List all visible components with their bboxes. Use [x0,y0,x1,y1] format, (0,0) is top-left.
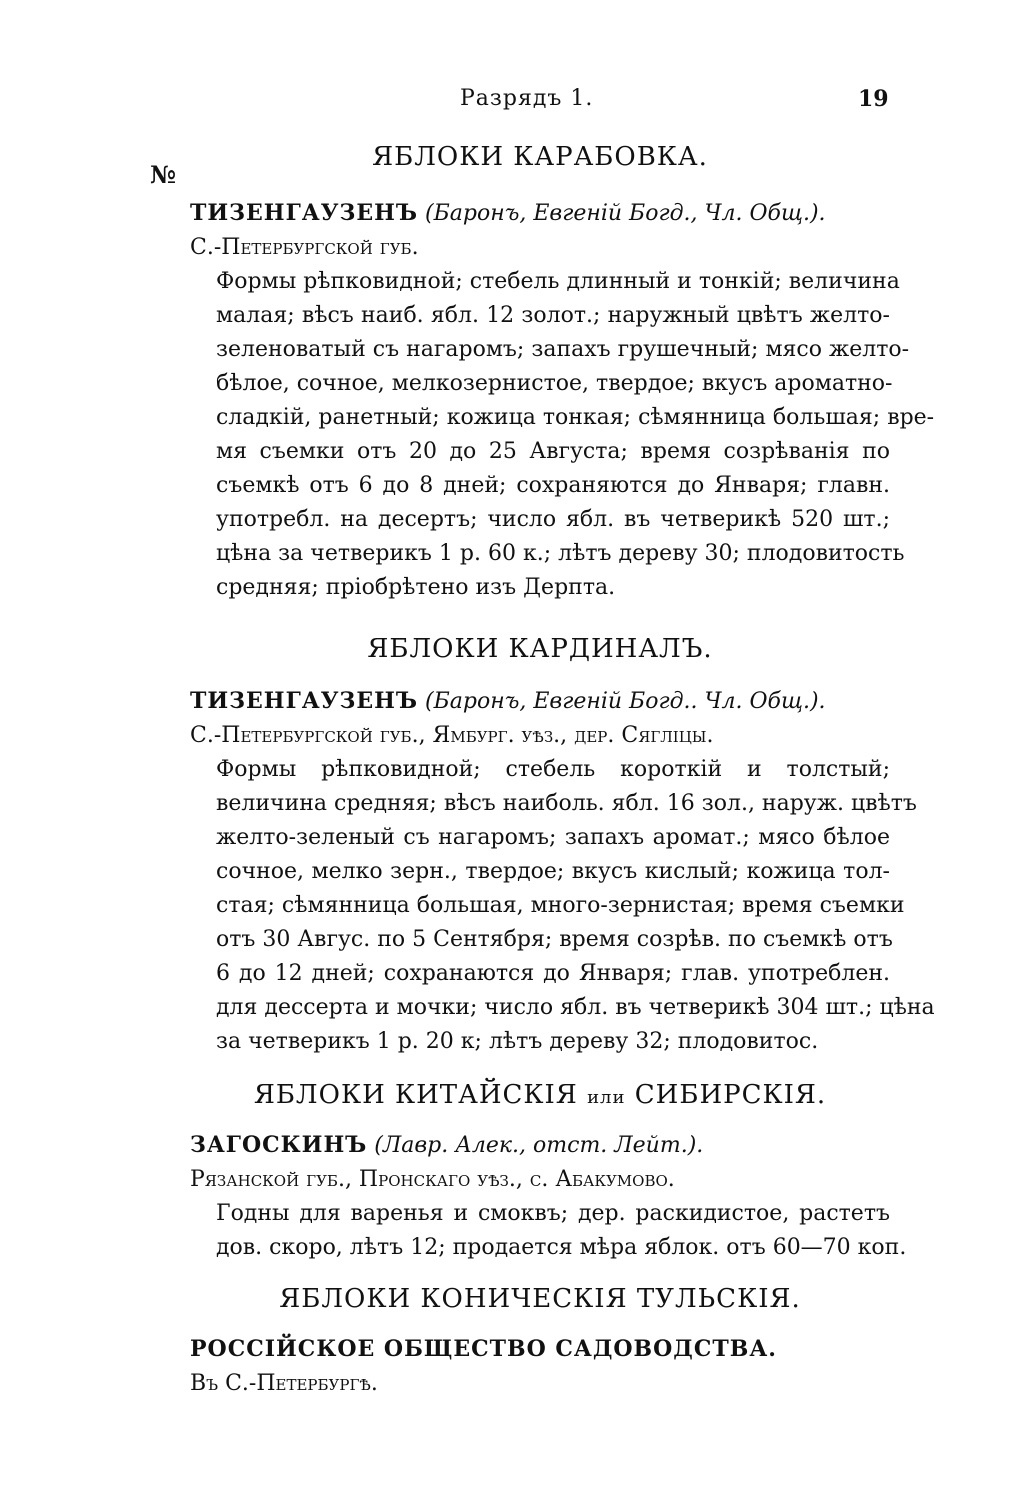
entry-author [190,1332,890,1367]
description-line: желто-зеленый съ нагаромъ; запахъ аромат.; мясо бѣлое [216,825,890,850]
entry-block [190,1128,907,1265]
entry-heading [190,1080,890,1110]
description-line: средняя; пріобрѣтено изъ Дерпта. [216,575,616,600]
description-line: съемкѣ отъ 6 до 8 дней; сохраняются до Января; главн. [216,473,890,498]
author-name: ТИЗЕНГАУЗЕНЪ [190,200,419,226]
heading-conjunction: или [587,1087,626,1108]
entry-heading: ЯБЛОКИ КАРАБОВКА. [372,142,708,172]
entry-heading: ЯБЛОКИ КАРДИНАЛЪ. [367,634,713,664]
description-line: цѣна за четверикъ 1 р. 60 к.; лѣтъ дереву 30; плодовитость [216,541,905,566]
entry-place: Рязанской губ., Пронскаго уѣз., с. Абакумово. [190,1167,675,1192]
numero-sign: № [150,160,177,189]
entry-block [190,196,935,605]
author-title: (Баронъ, Евгеній Богд.. Чл. Общ.). [425,689,826,714]
heading-tail: СИБИРСКІЯ. [634,1080,827,1110]
description-line: за четверикъ 1 р. 20 к; лѣтъ дереву 32; плодовитос. [216,1029,819,1054]
description-line: стая; сѣмянница большая, много-зернистая; время съемки [216,893,905,918]
description-line: бѣлое, сочное, мелкозернистое, твердое; вкусъ ароматно- [216,371,893,396]
description-line: Годны для варенья и смоквъ; дер. раскидистое, растетъ [216,1201,890,1226]
entry-author [190,684,890,719]
running-head: Разрядъ 1. [460,86,594,111]
description-line: для дессерта и мочки; число ябл. въ четверикѣ 304 шт.; цѣна [216,995,935,1020]
description-line: сладкій, ранетный; кожица тонкая; сѣмянница большая; вре- [216,405,935,430]
entry-heading: ЯБЛОКИ КОНИЧЕСКІЯ ТУЛЬСКІЯ. [279,1284,801,1314]
author-title: (Лавр. Алек., отст. Лейт.). [374,1133,704,1158]
entry-block [190,1332,890,1401]
entry-description [190,1197,907,1265]
description-line: дов. скоро, лѣтъ 12; продается мѣра яблок. отъ 60—70 коп. [216,1235,907,1260]
heading-main: ЯБЛОКИ КИТАЙСКІЯ [253,1080,578,1110]
author-name: РОССІЙСКОЕ ОБЩЕСТВО САДОВОДСТВА. [190,1336,777,1362]
author-name: ЗАГОСКИНЪ [190,1132,368,1158]
description-line: отъ 30 Авгус. по 5 Сентября; время созрѣв. по съемкѣ отъ [216,927,893,952]
entry-author [190,196,890,231]
description-line: мя съемки отъ 20 до 25 Августа; время созрѣванія по [216,439,890,464]
entry-block [190,684,935,1059]
description-line: употребл. на десертъ; число ябл. въ четверикѣ 520 шт.; [216,507,890,532]
author-name: ТИЗЕНГАУЗЕНЪ [190,688,419,714]
entry-place: С.-Петербургской губ. [190,235,419,260]
description-line: 6 до 12 дней; сохранаются до Января; глав. употреблен. [216,961,890,986]
description-line: Формы рѣпковидной; стебель длинный и тонкій; величина [216,269,900,294]
entry-description [190,753,935,1059]
entry-place: Въ С.-Петербургѣ. [190,1371,378,1396]
entry-description [190,265,935,605]
author-title: (Баронъ, Евгеній Богд., Чл. Общ.). [425,201,826,226]
description-line: сочное, мелко зерн., твердое; вкусъ кислый; кожица тол- [216,859,890,884]
description-line: величина средняя; вѣсъ наиболь. ябл. 16 зол., наруж. цвѣтъ [216,791,917,816]
entry-author [190,1128,890,1163]
page-number: 19 [858,86,889,112]
description-line: Формы рѣпковидной; стебель короткій и толстый; [216,757,890,782]
description-line: малая; вѣсъ наиб. ябл. 12 золот.; наружный цвѣтъ желто- [216,303,890,328]
description-line: зеленоватый съ нагаромъ; запахъ грушечный; мясо желто- [216,337,910,362]
entry-place: С.-Петербургской губ., Ямбург. уѣз., дер. Сягліцы. [190,723,714,748]
